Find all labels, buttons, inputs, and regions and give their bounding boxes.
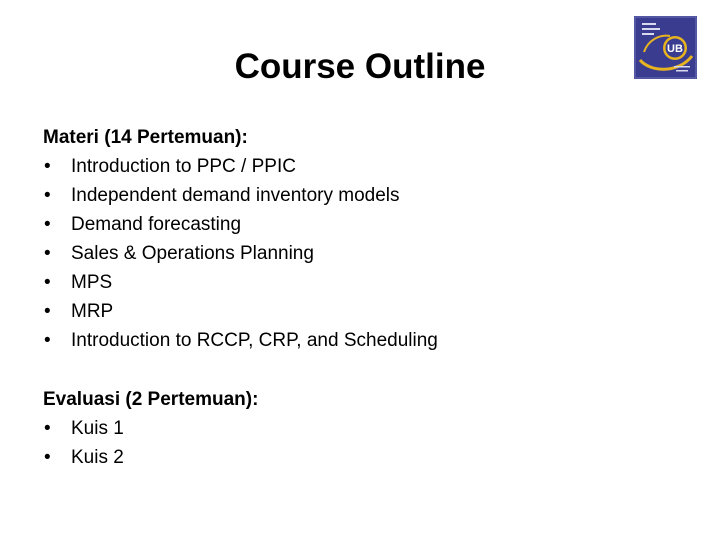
- list-item-text: Introduction to RCCP, CRP, and Scheduling: [71, 330, 438, 351]
- evaluasi-section: [43, 385, 258, 472]
- list-item: [43, 210, 438, 239]
- evaluasi-list: [43, 414, 258, 472]
- bullet: •: [44, 418, 51, 439]
- list-item-text: Kuis 1: [71, 418, 124, 439]
- bullet: •: [44, 156, 51, 177]
- list-item: [43, 326, 438, 355]
- list-item-text: Kuis 2: [71, 447, 124, 468]
- university-logo: [634, 16, 697, 79]
- list-item: [43, 152, 438, 181]
- list-item: [43, 181, 438, 210]
- materi-list: [43, 152, 438, 355]
- list-item-text: Demand forecasting: [71, 214, 242, 235]
- bullet: •: [44, 447, 51, 468]
- list-item: [43, 239, 438, 268]
- list-item-text: Independent demand inventory models: [71, 185, 400, 206]
- bullet: •: [44, 214, 51, 235]
- bullet: •: [44, 185, 51, 206]
- logo-text: UB: [667, 43, 683, 55]
- list-item: [43, 268, 438, 297]
- list-item: [43, 443, 258, 472]
- list-item-text: MPS: [71, 272, 113, 293]
- bullet: •: [44, 243, 51, 264]
- materi-section: [43, 123, 438, 355]
- bullet: •: [44, 272, 51, 293]
- bullet: •: [44, 330, 51, 351]
- bullet: •: [44, 301, 51, 322]
- evaluasi-heading: Evaluasi (2 Pertemuan):: [43, 389, 259, 410]
- list-item-text: MRP: [71, 301, 114, 322]
- list-item: [43, 297, 438, 326]
- slide-title: Course Outline: [234, 47, 486, 86]
- list-item-text: Sales & Operations Planning: [71, 243, 314, 264]
- list-item: [43, 414, 258, 443]
- list-item-text: Introduction to PPC / PPIC: [71, 156, 296, 177]
- materi-heading: Materi (14 Pertemuan):: [43, 127, 248, 148]
